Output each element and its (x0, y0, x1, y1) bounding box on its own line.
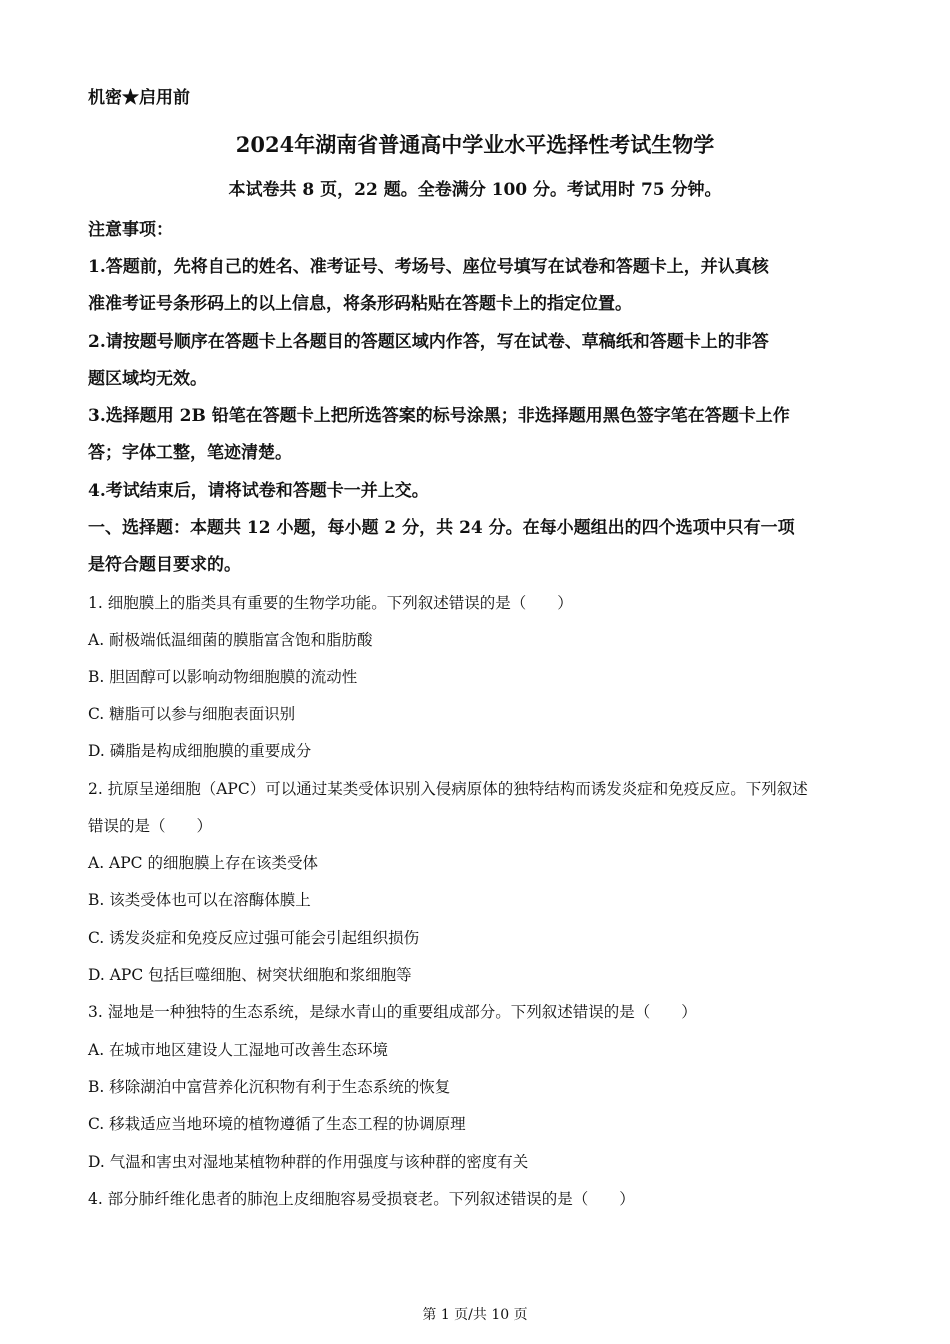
question-option: C. 移栽适应当地环境的植物遵循了生态工程的协调原理 (88, 1115, 466, 1133)
notice-heading: 注意事项： (88, 220, 173, 240)
question-option: C. 糖脂可以参与细胞表面识别 (88, 705, 296, 723)
notice-line: 准准考证号条形码上的以上信息，将条形码粘贴在答题卡上的指定位置。 (88, 294, 632, 314)
question-option: D. APC 包括巨噬细胞、树突状细胞和浆细胞等 (88, 966, 412, 984)
section-heading: 是符合题目要求的。 (88, 555, 241, 575)
question-stem: 1. 细胞膜上的脂类具有重要的生物学功能。下列叙述错误的是（ ） (88, 594, 573, 612)
question-option: D. 气温和害虫对湿地某植物种群的作用强度与该种群的密度有关 (88, 1153, 529, 1171)
question-option: D. 磷脂是构成细胞膜的重要成分 (88, 742, 312, 760)
notice-line: 4.考试结束后，请将试卷和答题卡一并上交。 (88, 481, 429, 501)
notice-line: 答；字体工整，笔迹清楚。 (88, 443, 292, 463)
question-option: B. 移除湖泊中富营养化沉积物有利于生态系统的恢复 (88, 1078, 451, 1096)
page-number: 第 1 页/共 10 页 (422, 1307, 528, 1323)
question-stem: 错误的是（ ） (88, 817, 213, 835)
question-option: B. 该类受体也可以在溶酶体膜上 (88, 891, 311, 909)
secret-label: 机密★启用前 (88, 88, 190, 108)
exam-subtitle: 本试卷共 8 页，22 题。全卷满分 100 分。考试用时 75 分钟。 (228, 180, 722, 200)
question-stem: 2. 抗原呈递细胞（APC）可以通过某类受体识别入侵病原体的独特结构而诱发炎症和免疫反应。下列叙述 (88, 780, 808, 798)
question-option: C. 诱发炎症和免疫反应过强可能会引起组织损伤 (88, 929, 420, 947)
notice-line: 题区域均无效。 (88, 369, 207, 389)
question-option: A. 在城市地区建设人工湿地可改善生态环境 (88, 1041, 389, 1059)
notice-line: 2.请按题号顺序在答题卡上各题目的答题区域内作答，写在试卷、草稿纸和答题卡上的非答 (88, 332, 769, 352)
question-option: A. APC 的细胞膜上存在该类受体 (88, 854, 318, 872)
notice-line: 3.选择题用 2B 铅笔在答题卡上把所选答案的标号涂黑；非选择题用黑色签字笔在答题卡上作 (88, 406, 790, 426)
page-title: 2024年湖南省普通高中学业水平选择性考试生物学 (235, 132, 715, 157)
question-option: A. 耐极端低温细菌的膜脂富含饱和脂肪酸 (88, 631, 373, 649)
question-option: B. 胆固醇可以影响动物细胞膜的流动性 (88, 668, 358, 686)
section-heading: 一、选择题：本题共 12 小题，每小题 2 分，共 24 分。在每小题组出的四个选项中只有一项 (88, 518, 795, 538)
notice-line: 1.答题前，先将自己的姓名、准考证号、考场号、座位号填写在试卷和答题卡上，并认真核 (88, 257, 769, 277)
question-stem: 4. 部分肺纤维化患者的肺泡上皮细胞容易受损衰老。下列叙述错误的是（ ） (88, 1190, 635, 1208)
question-stem: 3. 湿地是一种独特的生态系统，是绿水青山的重要组成部分。下列叙述错误的是（ ） (88, 1003, 697, 1021)
